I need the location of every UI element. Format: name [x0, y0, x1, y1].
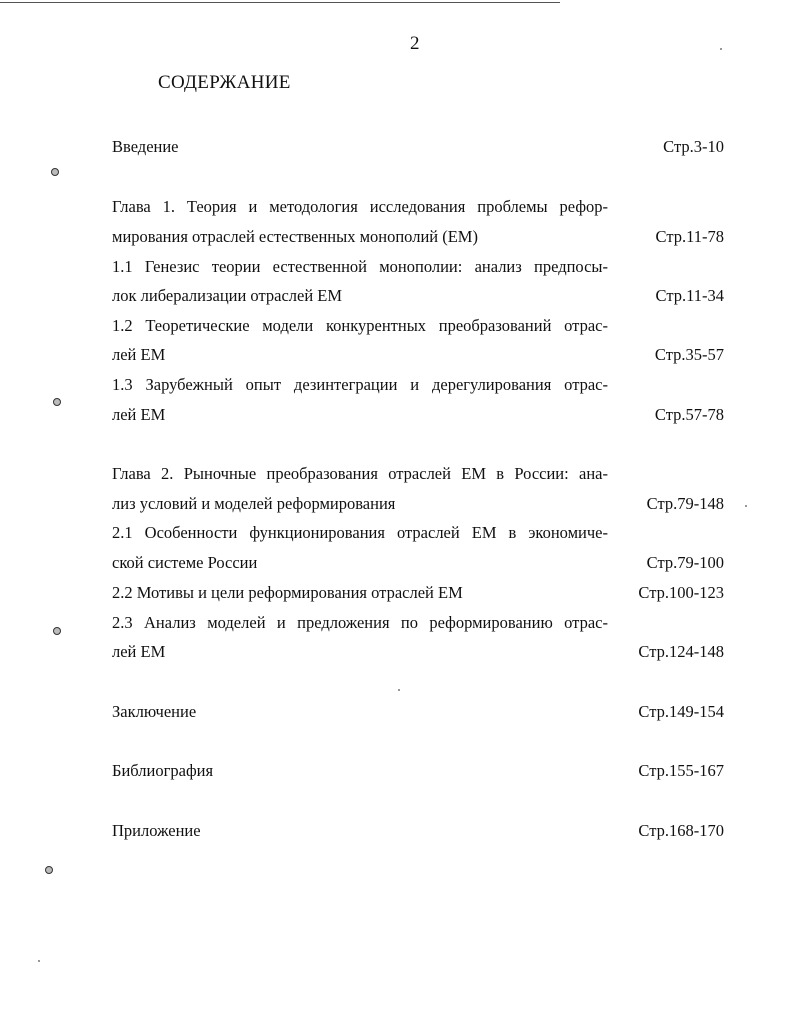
scan-edge-line [0, 2, 560, 3]
binder-hole-mark-icon [53, 627, 61, 635]
toc-entry-text: Заключение [112, 702, 197, 721]
toc-line [112, 340, 724, 370]
toc-entry-text: Библиография [112, 761, 214, 780]
toc-line [112, 459, 724, 489]
toc-line [112, 400, 724, 430]
toc-entry-page: Стр.57-78 [654, 405, 724, 424]
toc-line [112, 222, 724, 252]
toc-line [112, 548, 724, 578]
toc-entry-text: мирования отраслей естественных монополий (ЕМ) [112, 227, 478, 246]
toc-entry-text: 1.3 Зарубежный опыт дезинтеграции и дерегулирования отрас- [112, 375, 608, 394]
toc-entry-text: лиз условий и моделей реформирования [112, 494, 396, 513]
toc-entry-text: Глава 1. Теория и методология исследования проблемы рефор- [112, 197, 608, 216]
toc-line [112, 489, 724, 519]
toc-entry-text: Глава 2. Рыночные преобразования отраслей ЕМ в России: ана- [112, 464, 608, 483]
toc-entry-text: 2.1 Особенности функционирования отраслей ЕМ в экономиче- [112, 523, 608, 542]
toc-line [112, 311, 724, 341]
toc-entry-text: Приложение [112, 821, 201, 840]
binder-hole-mark-icon [45, 866, 53, 874]
binder-hole-mark-icon [53, 398, 61, 406]
toc-entry-text: Введение [112, 137, 179, 156]
toc-entry-text: 2.3 Анализ моделей и предложения по реформированию отрас- [112, 613, 608, 632]
toc-entry-text: 1.1 Генезис теории естественной монополии: анализ предпосы- [112, 257, 608, 276]
toc-entry-page: Стр.155-167 [638, 761, 724, 780]
scan-speck [398, 689, 400, 691]
toc-entry-page: Стр.149-154 [638, 702, 724, 721]
toc-line [112, 192, 724, 222]
toc-entry-page: Стр.11-34 [655, 286, 724, 305]
toc-entry-page: Стр.35-57 [654, 345, 724, 364]
toc-entry-page: Стр.168-170 [638, 821, 724, 840]
toc-title: СОДЕРЖАНИЕ [158, 72, 291, 93]
toc-line [112, 132, 724, 162]
toc-line [112, 816, 724, 846]
toc-entry-text: лок либерализации отраслей ЕМ [112, 286, 343, 305]
toc-line [112, 281, 724, 311]
toc-entry-page: Стр.124-148 [638, 642, 724, 661]
toc-line [112, 637, 724, 667]
toc-entry-page: Стр.3-10 [663, 137, 724, 156]
scan-speck [720, 48, 722, 50]
toc-line [112, 756, 724, 786]
toc-entry-text: ской системе России [112, 553, 258, 572]
toc-entry-page: Стр.79-148 [646, 494, 724, 513]
toc-entry-text: лей ЕМ [112, 642, 166, 661]
toc-line [112, 252, 724, 282]
toc-line [112, 518, 724, 548]
toc-entry-page: Стр.79-100 [646, 553, 724, 572]
toc-line [112, 608, 724, 638]
scan-speck [38, 960, 40, 962]
page-number: 2 [410, 33, 420, 54]
scan-speck [745, 505, 747, 507]
toc-entry-text: 1.2 Теоретические модели конкурентных преобразований отрас- [112, 316, 608, 335]
toc-entry-text: 2.2 Мотивы и цели реформирования отраслей ЕМ [112, 583, 463, 602]
toc-entry-page: Стр.11-78 [655, 227, 724, 246]
toc-line [112, 697, 724, 727]
toc-entry-text: лей ЕМ [112, 405, 166, 424]
toc-line [112, 578, 724, 608]
toc-entry-text: лей ЕМ [112, 345, 166, 364]
binder-hole-mark-icon [51, 168, 59, 176]
toc-line [112, 370, 724, 400]
toc-entry-page: Стр.100-123 [638, 583, 724, 602]
